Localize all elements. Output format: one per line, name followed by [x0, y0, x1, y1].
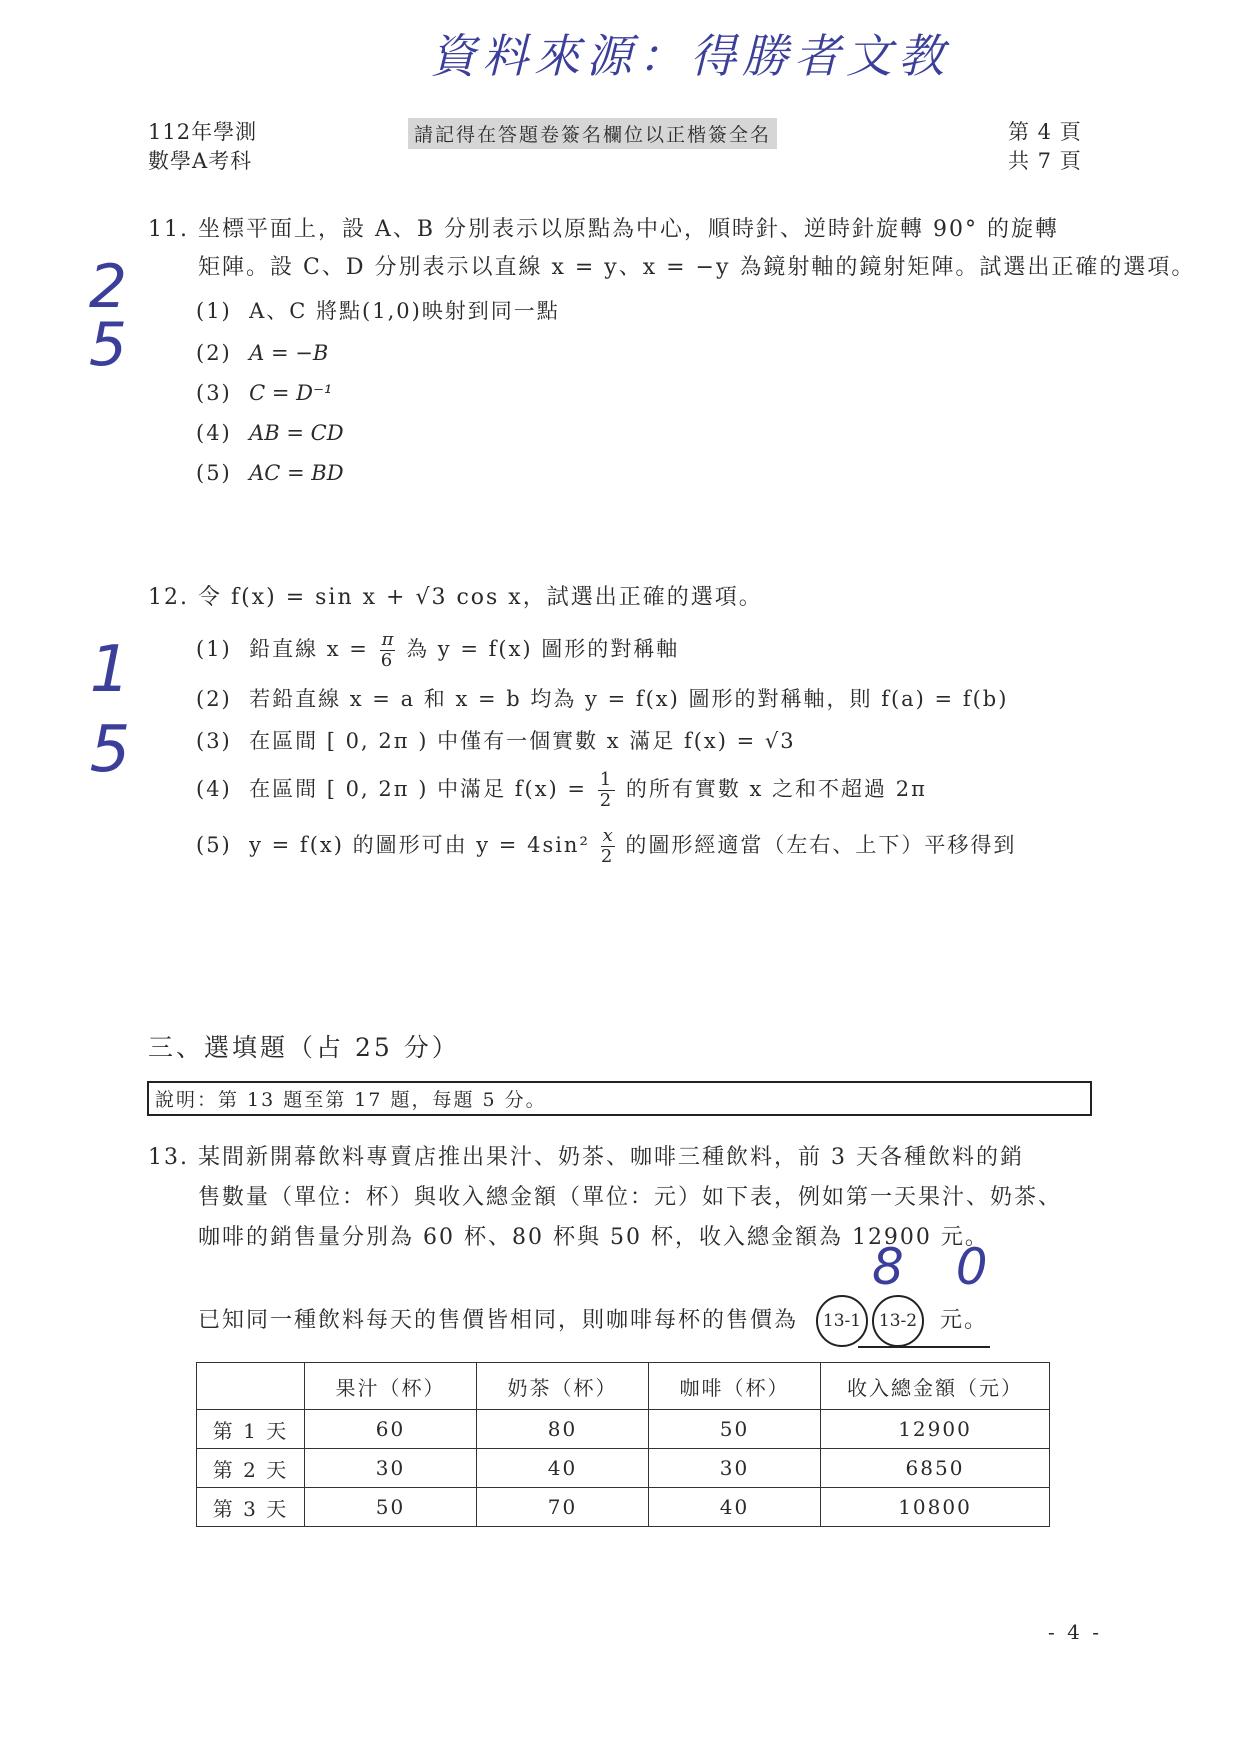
q13-blank-13-2[interactable]: 13-2: [872, 1295, 924, 1347]
q12-handwritten-answer: 1 5: [89, 633, 131, 787]
table-cell: 6850: [821, 1449, 1050, 1488]
header-right: [1008, 118, 1082, 176]
q12-option-4-fraction: $\frac{1}{2}$: [599, 769, 614, 811]
table-header-cell: 果汁（杯）: [305, 1363, 477, 1410]
q11-option-1: (1) A、C 將點(1,0)映射到同一點: [196, 299, 560, 323]
table-cell: 30: [649, 1449, 821, 1488]
q13-handwritten-answer: 8 0: [872, 1238, 1006, 1296]
table-cell: 10800: [821, 1488, 1050, 1527]
q12-option-5: (5) y = f(x) 的圖形可由 y = 4sin² $\frac{x}{2}$ 的圖形經適當（左右、上下）平移得到: [196, 825, 1017, 867]
table-header-cell: 咖啡（杯）: [649, 1363, 821, 1410]
page-total: 共 7 頁: [1008, 149, 1082, 173]
q13-blank-13-1[interactable]: 13-1: [816, 1295, 868, 1347]
page-number: - 4 -: [1048, 1620, 1102, 1644]
q13-line1: 某間新開幕飲料專賣店推出果汁、奶茶、咖啡三種飲料，前 3 天各種飲料的銷: [198, 1145, 1024, 1170]
q11-line2: 矩陣。設 C、D 分別表示以直線 x = y、x = −y 為鏡射軸的鏡射矩陣。試選出正確的選項。: [198, 255, 1196, 280]
table-header-cell: 奶茶（杯）: [477, 1363, 649, 1410]
q11-number: 11.: [148, 217, 189, 242]
q13-line3: 咖啡的銷售量分別為 60 杯、80 杯與 50 杯，收入總金額為 12900 元。: [198, 1225, 989, 1250]
q12-option-1: (1) 鉛直線 x = $\frac{\pi}{6}$ 為 y = f(x) 圖形的對稱軸: [196, 629, 680, 671]
q11-handwritten-answer: 2 5: [88, 252, 128, 380]
table-cell: 70: [477, 1488, 649, 1527]
q12-option-5-fraction: $\frac{x}{2}$: [600, 825, 615, 867]
signature-reminder-banner: 請記得在答題卷簽名欄位以正楷簽全名: [408, 118, 777, 149]
table-header-cell: [197, 1363, 305, 1410]
table-row: [197, 1488, 1050, 1527]
section-3-title: 三、選填題（占 25 分）: [148, 1033, 460, 1062]
q13-answer-underline: [858, 1346, 990, 1348]
handwritten-source-note: 資料來源：得勝者文教: [430, 29, 950, 83]
table-row: [197, 1410, 1050, 1449]
table-cell: 12900: [821, 1410, 1050, 1449]
table-cell: 60: [305, 1410, 477, 1449]
q11-line1: 坐標平面上，設 A、B 分別表示以原點為中心，順時針、逆時針旋轉 90° 的旋轉: [198, 217, 1060, 242]
q12-option-4: (4) 在區間 [ 0, 2π ) 中滿足 f(x) = $\frac{1}{2}$ 的所有實數 x 之和不超過 2π: [196, 769, 927, 811]
table-cell: 第 3 天: [197, 1488, 305, 1527]
subject: 數學A考科: [148, 149, 253, 173]
q11-option-2: (2) A = −B: [196, 341, 329, 365]
table-cell: 第 1 天: [197, 1410, 305, 1449]
q13-unit: 元。: [940, 1308, 989, 1333]
table-cell: 第 2 天: [197, 1449, 305, 1488]
q11-option-3: (3) C = D⁻¹: [196, 381, 333, 405]
q11-option-5: (5) AC = BD: [196, 461, 344, 485]
table-row: [197, 1449, 1050, 1488]
table-cell: 50: [649, 1410, 821, 1449]
q12-stem: 令 f(x) = sin x + √3 cos x，試選出正確的選項。: [198, 585, 763, 610]
section-3-note-box: 說明：第 13 題至第 17 題，每題 5 分。: [147, 1081, 1092, 1116]
q13-number: 13.: [148, 1145, 189, 1170]
q12-option-2: (2) 若鉛直線 x = a 和 x = b 均為 y = f(x) 圖形的對稱軸，則 f(a) = f(b): [196, 687, 1009, 711]
q11-option-4: (4) AB = CD: [196, 421, 344, 445]
q12-option-1-fraction: $\frac{\pi}{6}$: [380, 629, 395, 671]
table-cell: 40: [477, 1449, 649, 1488]
page-current: 第 4 頁: [1008, 120, 1082, 144]
q12-option-3: (3) 在區間 [ 0, 2π ) 中僅有一個實數 x 滿足 f(x) = √3: [196, 729, 796, 753]
exam-year: 112年學測: [148, 120, 258, 144]
q13-prompt-line: [198, 1295, 988, 1347]
table-cell: 30: [305, 1449, 477, 1488]
table-cell: 80: [477, 1410, 649, 1449]
q13-sales-table: [196, 1362, 1050, 1527]
q13-prompt: 已知同一種飲料每天的售價皆相同，則咖啡每杯的售價為: [198, 1308, 799, 1333]
q12-number: 12.: [148, 585, 189, 610]
table-cell: 50: [305, 1488, 477, 1527]
table-header-cell: 收入總金額（元）: [821, 1363, 1050, 1410]
table-header-row: [197, 1363, 1050, 1410]
header-left: [148, 118, 257, 176]
q13-line2: 售數量（單位：杯）與收入總金額（單位：元）如下表，例如第一天果汁、奶茶、: [198, 1185, 1063, 1210]
table-cell: 40: [649, 1488, 821, 1527]
